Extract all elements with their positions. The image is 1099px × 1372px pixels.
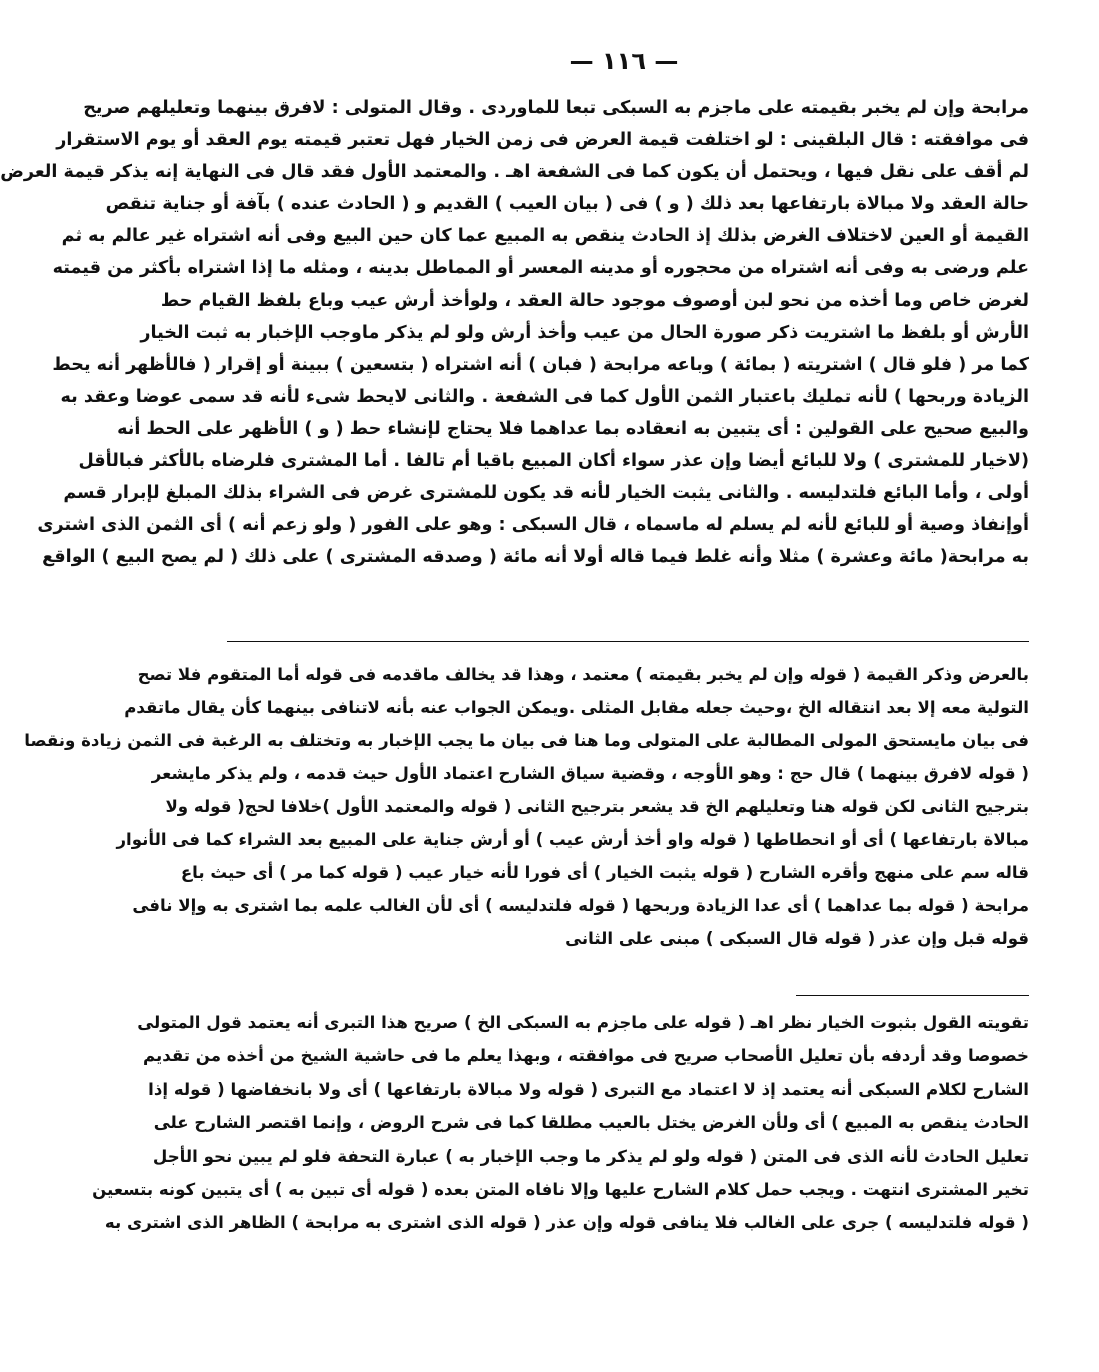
- page-number: — ١١٦ —: [569, 47, 679, 75]
- text-line: (لاخيار للمشترى ) ولا للبائع أيضا وإن عذر سواء أكان المبيع باقيا أم تالفا . أما المشترى فلرضاه بالأكثر فبالأقل: [78, 451, 1029, 472]
- commentary-divider: [796, 995, 1029, 996]
- commentary-line: ( قوله فلتدليسه ) جرى على الغالب فلا ينافى قوله وإن عذر ( قوله الذى اشترى به مرابحة ) الظاهر الذى اشترى به: [104, 1213, 1029, 1233]
- text-line: حالة العقد ولا مبالاة بارتفاعها بعد ذلك ( و ) فى ( بيان العيب ) القديم و ( الحادث عنده ) بآفة أو جناية تنقص: [105, 194, 1029, 215]
- commentary-line: تقويته القول بثبوت الخيار نظر اهـ ( قوله على ماجزم به السبكى الخ ) صريح هذا التبرى أنه يعتمد قول المتولى: [137, 1013, 1029, 1032]
- main-text-block: [0, 92, 1029, 573]
- text-line: الزيادة وربحها ) لأنه تمليك باعتبار الثمن الأول كما فى الشفعة . والثانى لايحط شىء لأنه قد سمى عوضا وعقد به: [60, 386, 1029, 407]
- commentary-line: فى بيان مايستحق المولى المطالبة على المتولى وما هنا فى بيان ما يجب الإخبار به وتختلف به الرغبة فى الثمن زيادة ونقصا: [24, 731, 1029, 750]
- commentary-line: خصوصا وقد أردفه بأن تعليل الأصحاب صريح فى موافقته ، وبهذا يعلم ما فى حاشية الشيخ من أخذه من تقديم: [143, 1046, 1029, 1066]
- text-line: أولى ، وأما البائع فلتدليسه . والثانى يثبت الخيار لأنه قد يكون للمشترى غرض فى الشراء بذلك المبلغ لإبرار قسم: [63, 483, 1029, 504]
- text-line: مرابحة وإن لم يخبر بقيمته على ماجزم به السبكى تبعا للماوردى . وقال المتولى : لافرق بينهما وتعليلهم صريح: [83, 98, 1029, 118]
- commentary-line: الحادث ينقص به المبيع ) أى ولأن الغرض يختل بالعيب مطلقا كما فى شرح الروض ، وإنما اقتصر الشارح على: [153, 1113, 1029, 1133]
- text-line: والبيع صحيح على القولين : أى يتبين به انعقاده بما عداهما فلا يحتاج لإنشاء حط ( و ) الأظهر على الحط أنه: [117, 418, 1029, 439]
- text-line: القيمة أو العين لاختلاف الغرض بذلك إذ الحادث ينقص به المبيع عما كان حين البيع وفى أنه اشتراه غير عالم به ثم: [61, 226, 1029, 247]
- text-line: الأرش أو بلفظ ما اشتريت ذكر صورة الحال من عيب وأخذ أرش ولو لم يذكر ماوجب الإخبار به ثبت الخيار: [140, 322, 1029, 343]
- commentary-line: مرابحة ( قوله بما عداهما ) أى عدا الزيادة وربحها ( قوله فلتدليسه ) أى لأن الغالب علمه بما اشترى به وإلا نافى: [132, 896, 1029, 915]
- commentary-block-2: [92, 1006, 1029, 1240]
- commentary-line: قوله قبل وإن عذر ( قوله قال السبكى ) مبنى على الثانى: [565, 929, 1029, 948]
- commentary-line: ( قوله لافرق بينهما ) قال حج : وهو الأوجه ، وقضية سياق الشارح اعتماد الأول حيث قدمه ، ولم يذكر مايشعر: [151, 764, 1029, 783]
- commentary-line: تخير المشترى انتهت . ويجب حمل كلام الشارح عليها وإلا نافاه المتن بعده ( قوله أى تبين به ) أى يتبين كونه بتسعين: [92, 1179, 1029, 1199]
- commentary-line: بالعرض وذكر القيمة ( قوله وإن لم يخبر بقيمته ) معتمد ، وهذا قد يخالف ماقدمه فى قوله أما المتقوم فلا تصح: [137, 665, 1029, 684]
- commentary-line: تعليل الحادث لأنه الذى فى المتن ( قوله ولو لم يذكر ما وجب الإخبار به ) عبارة التحفة فلو لم يبين نحو الأجل: [152, 1146, 1029, 1166]
- text-line: علم ورضى به وفى أنه اشتراه من محجوره أو مدينه المعسر أو المماطل بدينه ، ومثله ما إذا اشتراه بأكثر من قيمته: [52, 258, 1029, 279]
- footnote-divider: [227, 641, 1029, 642]
- text-line: لم أقف على نقل فيها ، ويحتمل أن يكون كما فى الشفعة اهـ . والمعتمد الأول فقد قال فى النهاية إنه يذكر قيمة العرض: [0, 162, 1029, 183]
- commentary-line: قاله سم على منهج وأقره الشارح ( قوله يثبت الخيار ) أى فورا لأنه خيار عيب ( قوله كما مر ) أى حيث باع: [180, 863, 1029, 882]
- text-line: به مرابحة( مائة وعشرة ) مثلا وأنه غلط فيما قاله أولا أنه مائة ( وصدقه المشترى ) على ذلك ( لم يصح البيع ) الواقع: [42, 547, 1029, 568]
- commentary-line: مبالاة بارتفاعها ) أى أو انحطاطها ( قوله واو أخذ أرش عيب ) أو أرش جناية على المبيع بعد الشراء كما فى الأنوار: [116, 830, 1029, 849]
- commentary-block-1: [24, 658, 1029, 955]
- text-line: أوإنفاذ وصية أو للبائع لأنه لم يسلم له ماسماه ، قال السبكى : وهو على الفور ( ولو زعم أنه ) أى الثمن الذى اشترى: [37, 515, 1029, 536]
- commentary-line: الشارح لكلام السبكى أنه يعتمد إذ لا اعتماد مع التبرى ( قوله ولا مبالاة بارتفاعها ) أى ولا بانخفاضها ( قوله إذا: [148, 1079, 1029, 1099]
- commentary-line: التولية معه إلا بعد انتقاله الخ ،وحيث جعله مقابل المثلى .ويمكن الجواب عنه بأنه لاتنافى بينهما كأن يقال ماتقدم: [124, 698, 1029, 717]
- commentary-line: بترجيح الثانى لكن قوله هنا وتعليلهم الخ قد يشعر بترجيح الثانى ( قوله والمعتمد الأول )خلافا لحج( قوله ولا: [165, 797, 1029, 816]
- text-line: كما مر ( فلو قال ) اشتريته ( بمائة ) وباعه مرابحة ( فبان ) أنه اشتراه ( بتسعين ) ببينة أو إقرار ( فالأظهر أنه يحط: [52, 354, 1029, 375]
- text-line: فى موافقته : قال البلقينى : لو اختلفت قيمة العرض فى زمن الخيار فهل تعتبر قيمته يوم العقد أو يوم الاستقرار: [56, 130, 1029, 151]
- text-line: لغرض خاص وما أخذه من نحو لبن أوصوف موجود حالة العقد ، ولوأخذ أرش عيب وباع بلفظ القيام حط: [160, 290, 1029, 311]
